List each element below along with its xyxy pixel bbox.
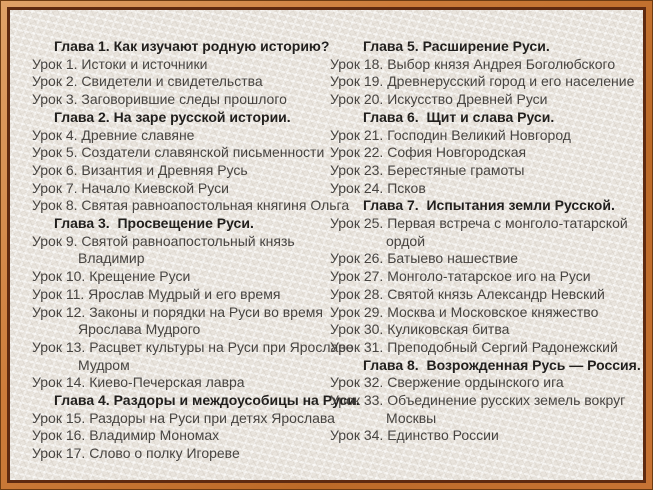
lesson-item: Урок 14. Киево-Печерская лавра (32, 374, 245, 391)
lesson-item: Урок 16. Владимир Мономах (32, 427, 220, 444)
lesson-item: Урок 32. Свержение ордынского ига (330, 374, 564, 391)
lesson-item: Урок 22. София Новгородская (330, 144, 527, 161)
slide-background (7, 7, 646, 483)
lesson-item: Урок 19. Древнерусский город и его население (330, 73, 635, 90)
lesson-item: Урок 8. Святая равноапостольная княгиня Ольга (32, 197, 350, 214)
lesson-item: Урок 5. Создатели славянской письменности (32, 144, 325, 161)
lesson-item: Урок 2. Свидетели и свидетельства (32, 73, 263, 90)
lesson-item: Урок 26. Батыево нашествие (330, 250, 519, 267)
lesson-item: Урок 4. Древние славяне (32, 126, 195, 143)
lesson-item: Урок 7. Начало Киевской Руси (32, 179, 229, 196)
lesson-item: Урок 10. Крещение Руси (32, 268, 191, 285)
lesson-continuation-line: Мудром (78, 356, 130, 373)
lesson-item: Урок 24. Псков (330, 179, 426, 196)
lesson-item: Урок 27. Монголо-татарское иго на Руси (330, 268, 591, 285)
lesson-item: Урок 1. Истоки и источники (32, 55, 208, 72)
lesson-item: Урок 29. Москва и Московское княжество (330, 303, 599, 320)
lesson-continuation-line: Москвы (386, 409, 437, 426)
lesson-continuation-line: ордой (386, 232, 426, 249)
toc-column-left (32, 38, 360, 463)
lesson-item: Урок 20. Искусство Древней Руси (330, 91, 548, 108)
chapter-heading: Глава 5. Расширение Руси. (363, 38, 550, 54)
lesson-item: Урок 9. Святой равноапостольный князь (32, 232, 295, 249)
lesson-item: Урок 15. Раздоры на Руси при детях Ярослава (32, 409, 335, 426)
chapter-heading: Глава 3. Просвещение Руси. (54, 215, 254, 232)
chapter-heading: Глава 7. Испытания земли Русской. (363, 197, 615, 214)
lesson-item: Урок 3. Заговорившие следы прошлого (32, 91, 287, 108)
lesson-item: Урок 17. Слово о полку Игореве (32, 445, 240, 462)
lesson-item: Урок 33. Объединение русских земель вокруг (330, 392, 626, 409)
lesson-item: Урок 13. Расцвет культуры на Руси при Ярославе (32, 338, 354, 355)
chapter-heading: Глава 4. Раздоры и междоусобицы на Руси. (54, 392, 360, 409)
lesson-item: Урок 30. Куликовская битва (330, 321, 510, 338)
lesson-item: Урок 18. Выбор князя Андрея Боголюбского (330, 55, 616, 72)
lesson-item: Урок 31. Преподобный Сергий Радонежский (330, 338, 618, 355)
chapter-heading: Глава 1. Как изучают родную историю? (54, 38, 330, 54)
lesson-continuation-line: Владимир (78, 250, 145, 267)
lesson-item: Урок 12. Законы и порядки на Руси во время (32, 303, 323, 320)
lesson-item: Урок 23. Берестяные грамоты (330, 161, 525, 178)
toc-column-right (330, 38, 646, 445)
lesson-item: Урок 6. Византия и Древняя Русь (32, 161, 248, 178)
lesson-item: Урок 25. Первая встреча с монголо-татарской (330, 215, 628, 232)
chapter-heading: Глава 8. Возрожденная Русь — Россия. (363, 356, 641, 373)
lesson-item: Урок 21. Господин Великий Новгород (330, 126, 571, 143)
chapter-heading: Глава 2. На заре русской истории. (54, 108, 291, 125)
lesson-item: Урок 11. Ярослав Мудрый и его время (32, 285, 281, 302)
lesson-item: Урок 34. Единство России (330, 427, 499, 444)
chapter-heading: Глава 6. Щит и слава Руси. (363, 108, 555, 125)
lesson-continuation-line: Ярослава Мудрого (78, 321, 201, 338)
lesson-item: Урок 28. Святой князь Александр Невский (330, 285, 605, 302)
